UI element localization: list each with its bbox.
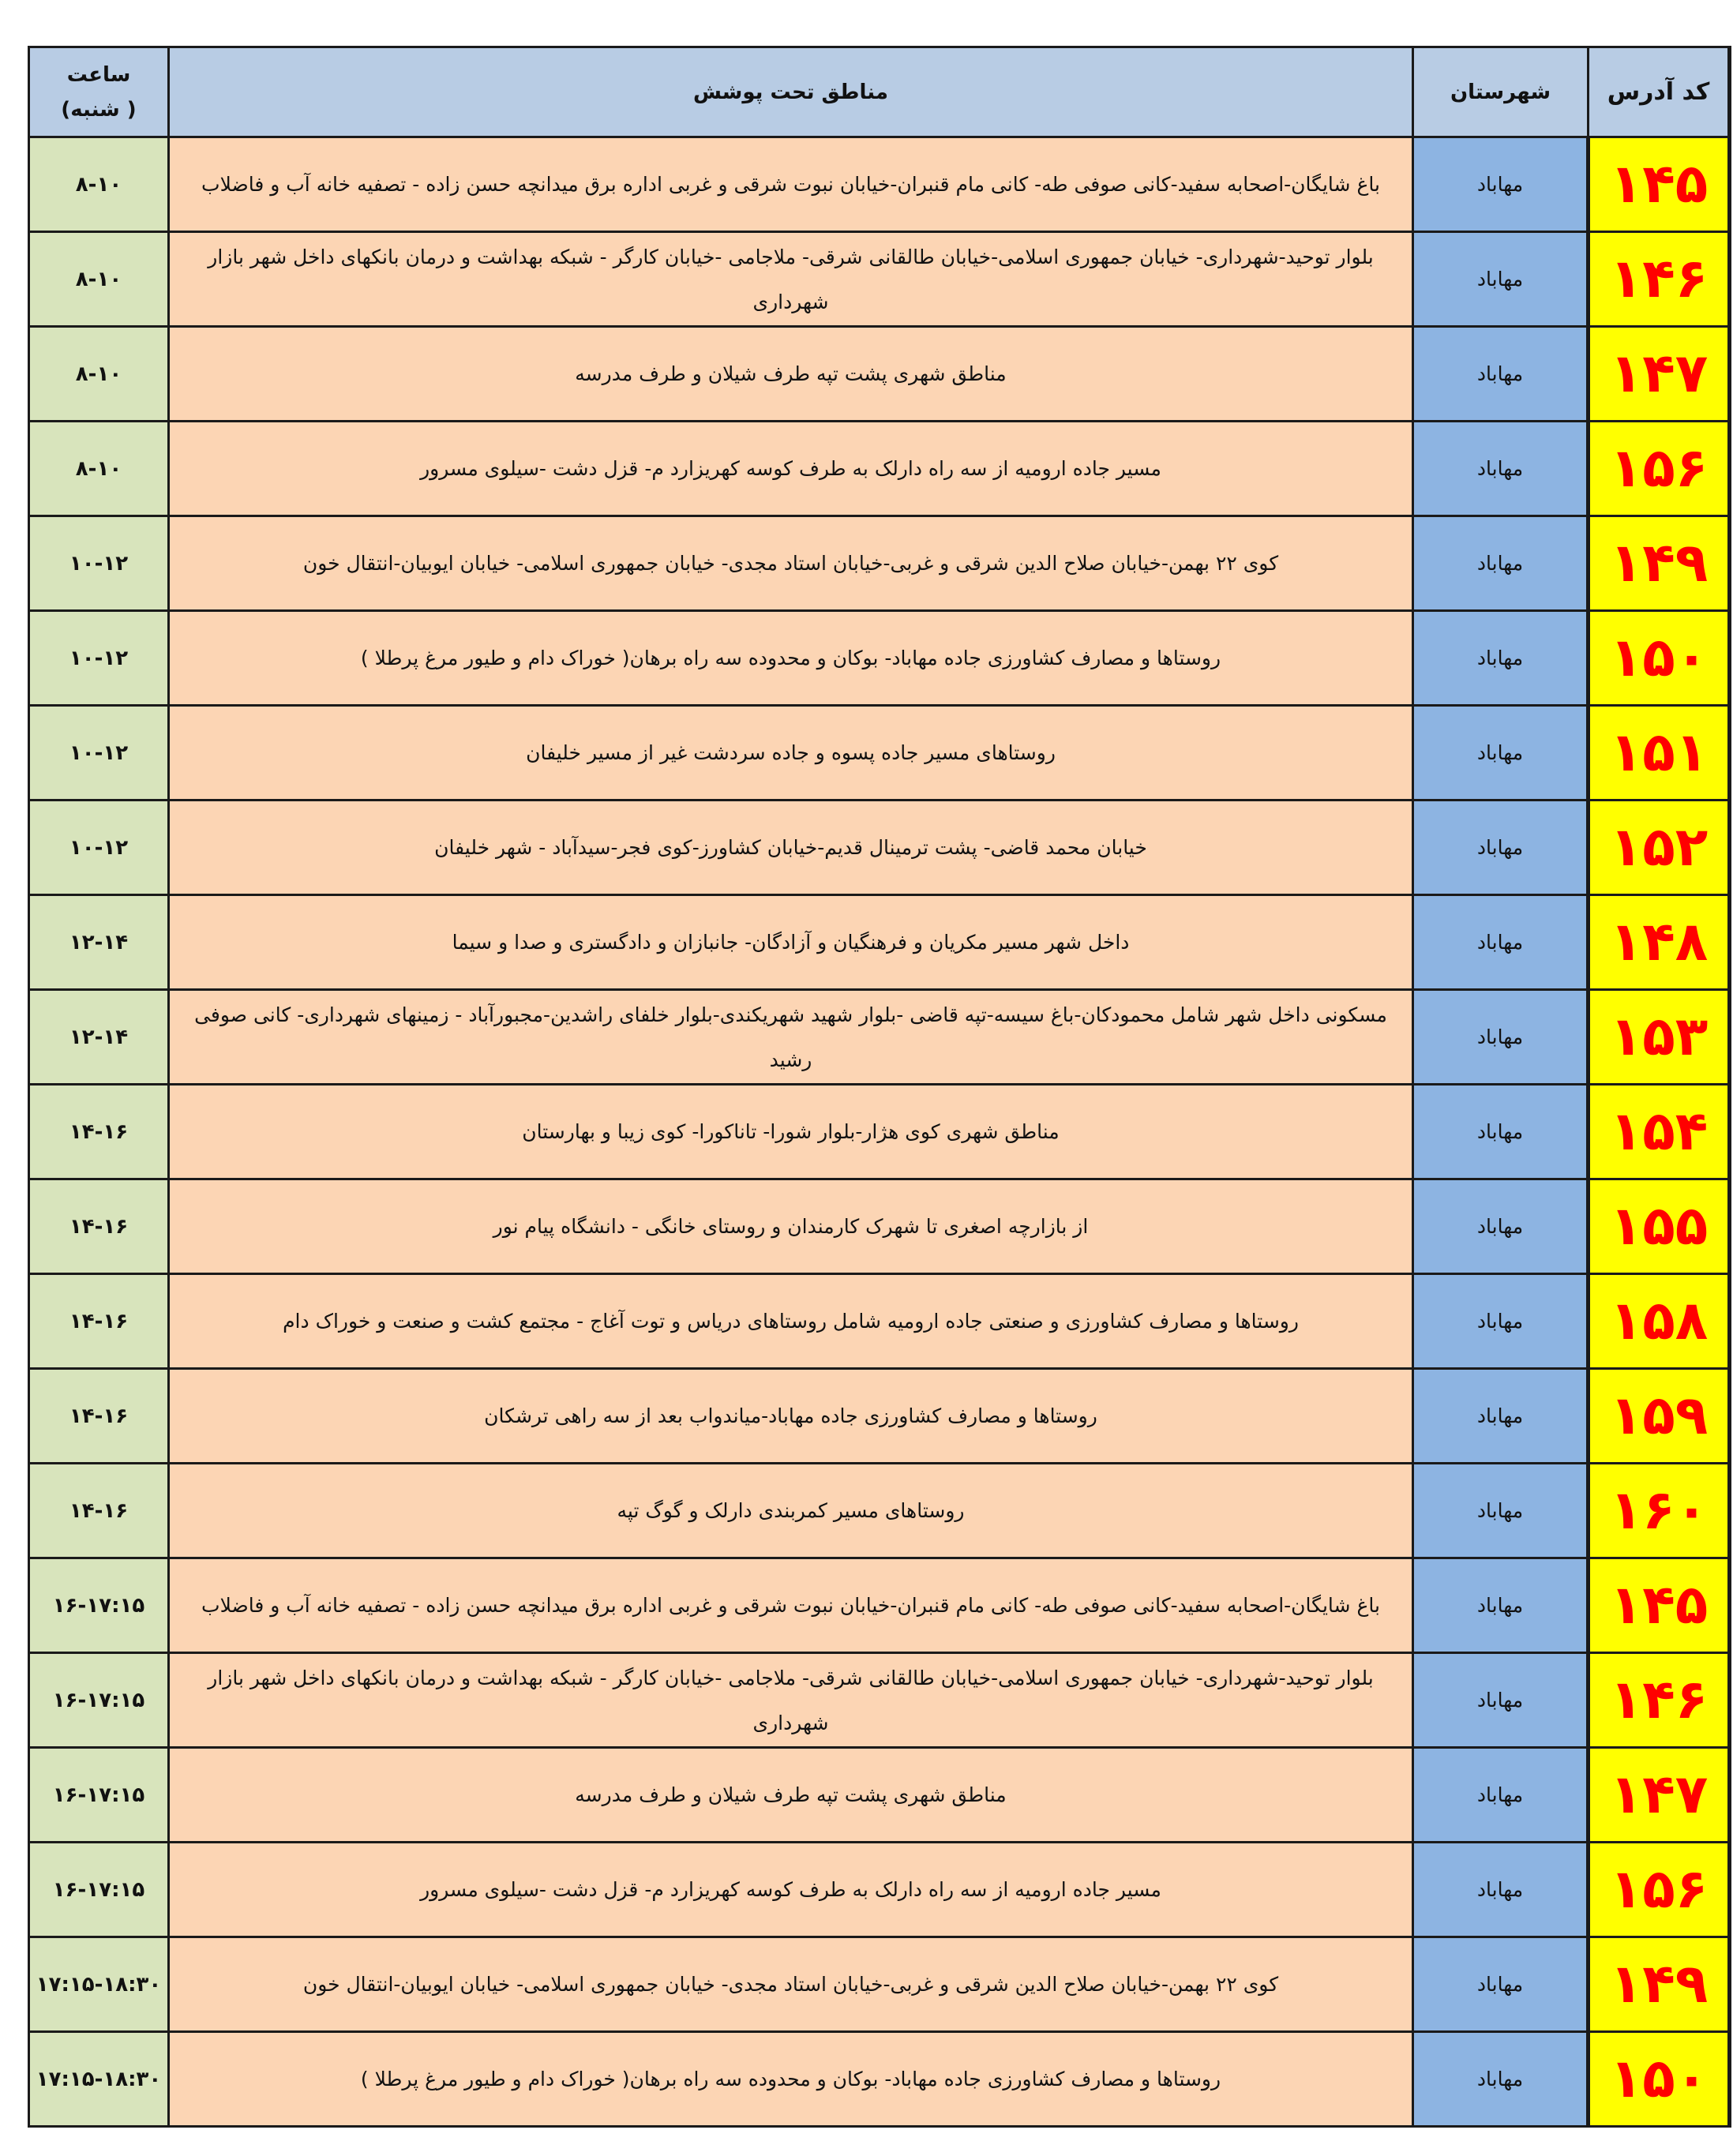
time-cell: ۱۰-۱۲ [29,516,169,611]
address-code-cell: ۱۵۱ [1589,706,1730,801]
address-code-cell: ۱۴۷ [1589,327,1730,422]
areas-cell: مناطق شهری پشت تپه طرف شیلان و طرف مدرسه [169,327,1413,422]
header-city: شهرستان [1413,47,1589,137]
areas-cell: بلوار توحید-شهرداری- خیابان جمهوری اسلامی-خیابان طالقانی شرقی- ملاجامی -خیابان کارگر - شبکه بهداشت و درمان بانکهای داخل شهر بازار شهرداری [169,1653,1413,1748]
address-code-cell: ۱۴۸ [1589,895,1730,990]
areas-cell: خیابان محمد قاضی- پشت ترمینال قدیم-خیابان کشاورز-کوی فجر-سیدآباد - شهر خلیفان [169,801,1413,895]
header-time-day: (شنبه ) [61,97,137,122]
city-cell: مهاباد [1413,1464,1589,1558]
areas-cell: مسیر جاده ارومیه از سه راه دارلک به طرف کوسه کهریزارد م- قزل دشت -سیلوی مسرور [169,1843,1413,1937]
time-cell: ۱۴-۱۶ [29,1179,169,1274]
table-row [29,1558,1730,1653]
table-row [29,1179,1730,1274]
areas-cell: روستاهای مسیر کمربندی دارلک و گوگ تپه [169,1464,1413,1558]
header-time [29,47,169,137]
time-cell: ۱۶-۱۷:۱۵ [29,1748,169,1843]
address-code-cell: ۱۴۷ [1589,1748,1730,1843]
city-cell: مهاباد [1413,1179,1589,1274]
areas-cell: کوی ۲۲ بهمن-خیابان صلاح الدین شرقی و غربی-خیابان استاد مجدی- خیابان جمهوری اسلامی- خیابان ایوبیان-انتقال خون [169,516,1413,611]
table-row [29,232,1730,327]
address-code-cell: ۱۴۵ [1589,1558,1730,1653]
table-row [29,422,1730,516]
city-cell: مهاباد [1413,801,1589,895]
table-row [29,1937,1730,2032]
city-cell: مهاباد [1413,516,1589,611]
city-cell: مهاباد [1413,1937,1589,2032]
address-code-cell: ۱۵۵ [1589,1179,1730,1274]
table-row [29,895,1730,990]
city-cell: مهاباد [1413,137,1589,232]
table-row [29,1843,1730,1937]
areas-cell: کوی ۲۲ بهمن-خیابان صلاح الدین شرقی و غربی-خیابان استاد مجدی- خیابان جمهوری اسلامی- خیابان ایوبیان-انتقال خون [169,1937,1413,2032]
time-cell: ۱۶-۱۷:۱۵ [29,1558,169,1653]
address-code-cell: ۱۴۶ [1589,1653,1730,1748]
areas-cell: باغ شایگان-اصحابه سفید-کانی صوفی طه- کانی مام قنبران-خیابان نبوت شرقی و غربی اداره برق میدانچه حسن زاده - تصفیه خانه آب و فاضلاب [169,137,1413,232]
table-row [29,1274,1730,1369]
address-code-cell: ۱۵۴ [1589,1085,1730,1179]
header-row [29,47,1730,137]
city-cell: مهاباد [1413,1653,1589,1748]
city-cell: مهاباد [1413,1085,1589,1179]
table-row [29,611,1730,706]
time-cell: ۱۴-۱۶ [29,1369,169,1464]
address-code-cell: ۱۵۰ [1589,611,1730,706]
time-cell: ۸-۱۰ [29,232,169,327]
city-cell: مهاباد [1413,1843,1589,1937]
city-cell: مهاباد [1413,1369,1589,1464]
address-code-cell: ۱۴۶ [1589,232,1730,327]
areas-cell: مسیر جاده ارومیه از سه راه دارلک به طرف کوسه کهریزارد م- قزل دشت -سیلوی مسرور [169,422,1413,516]
table-row [29,1464,1730,1558]
table-row [29,1748,1730,1843]
time-cell: ۱۴-۱۶ [29,1464,169,1558]
areas-cell: بلوار توحید-شهرداری- خیابان جمهوری اسلامی-خیابان طالقانی شرقی- ملاجامی -خیابان کارگر - شبکه بهداشت و درمان بانکهای داخل شهر بازار شهرداری [169,232,1413,327]
city-cell: مهاباد [1413,232,1589,327]
table-row [29,990,1730,1085]
areas-cell: روستاها و مصارف کشاورزی جاده مهاباد- بوکان و محدوده سه راه برهان( خوراک دام و طیور مرغ پرطلا ) [169,2032,1413,2127]
table-row [29,1369,1730,1464]
areas-cell: باغ شایگان-اصحابه سفید-کانی صوفی طه- کانی مام قنبران-خیابان نبوت شرقی و غربی اداره برق میدانچه حسن زاده - تصفیه خانه آب و فاضلاب [169,1558,1413,1653]
address-code-cell: ۱۵۸ [1589,1274,1730,1369]
table-row [29,516,1730,611]
table-row [29,801,1730,895]
areas-cell: روستاها و مصارف کشاورزی جاده مهاباد-میاندواب بعد از سه راهی ترشکان [169,1369,1413,1464]
table-row [29,1653,1730,1748]
city-cell: مهاباد [1413,327,1589,422]
city-cell: مهاباد [1413,1748,1589,1843]
address-code-cell: ۱۵۹ [1589,1369,1730,1464]
table-row [29,1085,1730,1179]
city-cell: مهاباد [1413,2032,1589,2127]
time-cell: ۸-۱۰ [29,422,169,516]
time-cell: ۱۲-۱۴ [29,990,169,1085]
table-row [29,706,1730,801]
areas-cell: مسکونی داخل شهر شامل محمودکان-باغ سیسه-تپه قاضی -بلوار شهید شهریکندی-بلوار خلفای راشدین-مجبورآباد - زمینهای شهرداری- کانی صوفی رشید [169,990,1413,1085]
address-code-cell: ۱۴۵ [1589,137,1730,232]
time-cell: ۱۷:۱۵-۱۸:۳۰ [29,1937,169,2032]
city-cell: مهاباد [1413,422,1589,516]
time-cell: ۱۲-۱۴ [29,895,169,990]
time-cell: ۸-۱۰ [29,137,169,232]
header-areas: مناطق تحت پوشش [169,47,1413,137]
outage-schedule-table [28,46,1731,2128]
areas-cell: از بازارچه اصغری تا شهرک کارمندان و روستای خانگی - دانشگاه پیام نور [169,1179,1413,1274]
time-cell: ۱۶-۱۷:۱۵ [29,1653,169,1748]
time-cell: ۱۴-۱۶ [29,1274,169,1369]
areas-cell: مناطق شهری پشت تپه طرف شیلان و طرف مدرسه [169,1748,1413,1843]
address-code-cell: ۱۴۹ [1589,1937,1730,2032]
city-cell: مهاباد [1413,611,1589,706]
city-cell: مهاباد [1413,990,1589,1085]
address-code-cell: ۱۵۶ [1589,422,1730,516]
header-time-label: ساعت [66,62,131,87]
table-row [29,327,1730,422]
address-code-cell: ۱۵۶ [1589,1843,1730,1937]
areas-cell: روستاها و مصارف کشاورزی و صنعتی جاده ارومیه شامل روستاهای دریاس و توت آغاج - مجتمع کشت و صنعت و خوراک دام [169,1274,1413,1369]
address-code-cell: ۱۴۹ [1589,516,1730,611]
table-row [29,2032,1730,2127]
address-code-cell: ۱۶۰ [1589,1464,1730,1558]
time-cell: ۸-۱۰ [29,327,169,422]
table-row [29,137,1730,232]
city-cell: مهاباد [1413,1274,1589,1369]
time-cell: ۱۰-۱۲ [29,611,169,706]
header-code: کد آدرس [1589,47,1730,137]
time-cell: ۱۰-۱۲ [29,706,169,801]
city-cell: مهاباد [1413,895,1589,990]
time-cell: ۱۷:۱۵-۱۸:۳۰ [29,2032,169,2127]
city-cell: مهاباد [1413,1558,1589,1653]
table-body [29,137,1730,2127]
areas-cell: روستاها و مصارف کشاورزی جاده مهاباد- بوکان و محدوده سه راه برهان( خوراک دام و طیور مرغ پرطلا ) [169,611,1413,706]
time-cell: ۱۶-۱۷:۱۵ [29,1843,169,1937]
address-code-cell: ۱۵۰ [1589,2032,1730,2127]
time-cell: ۱۴-۱۶ [29,1085,169,1179]
areas-cell: داخل شهر مسیر مکریان و فرهنگیان و آزادگان- جانبازان و دادگستری و صدا و سیما [169,895,1413,990]
address-code-cell: ۱۵۳ [1589,990,1730,1085]
city-cell: مهاباد [1413,706,1589,801]
address-code-cell: ۱۵۲ [1589,801,1730,895]
areas-cell: روستاهای مسیر جاده پسوه و جاده سردشت غیر از مسیر خلیفان [169,706,1413,801]
time-cell: ۱۰-۱۲ [29,801,169,895]
areas-cell: مناطق شهری کوی هژار-بلوار شورا- تاناکورا- کوی زیبا و بهارستان [169,1085,1413,1179]
